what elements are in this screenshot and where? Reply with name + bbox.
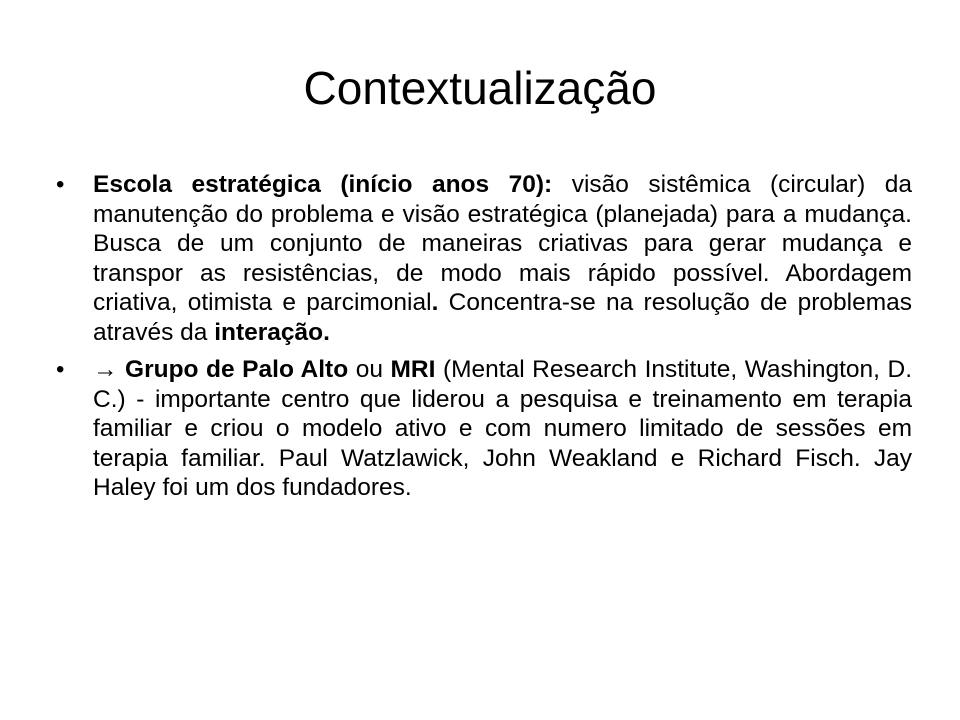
slide-title: Contextualização xyxy=(303,62,657,114)
bullet-text: Concentra-se na resolução de problemas através da xyxy=(93,289,912,346)
slide-content xyxy=(56,170,912,511)
bullet-text-bold: MRI xyxy=(390,356,436,383)
bullet-item-escola-estrategica xyxy=(56,170,912,347)
bullet-text: (Mental Research Institute, Washington, D. C.) - importante centro que liderou a pesquisa e treinamento em terapia familiar e criou o modelo ativo e com numero limitado de sessões em terapia familiar. Paul Watzlawick, John Weakland e Richard Fisch. Jay Haley foi um dos fundadores. xyxy=(93,356,913,501)
bullet-text: visão sistêmica (circular) da manutenção do problema e visão estratégica (planejada) para a mudança. Busca de um conjunto de maneiras criativas para gerar mudança e transpor as resistências, de modo mais rápido possível. Abordagem criativa, otimista e parcimonial xyxy=(93,171,912,316)
bullet-marker: • xyxy=(56,356,65,383)
bullet-text-bold: interação. xyxy=(214,318,330,346)
bullet-marker: • xyxy=(56,171,65,198)
bullet-text-bold: Escola estratégica (início anos 70): xyxy=(93,171,553,198)
bullet-text-bold: → Grupo de Palo Alto xyxy=(93,356,349,383)
bullet-text-bold: . xyxy=(431,289,439,316)
bullet-text: ou xyxy=(348,356,391,383)
bullet-item-palo-alto xyxy=(56,355,912,503)
